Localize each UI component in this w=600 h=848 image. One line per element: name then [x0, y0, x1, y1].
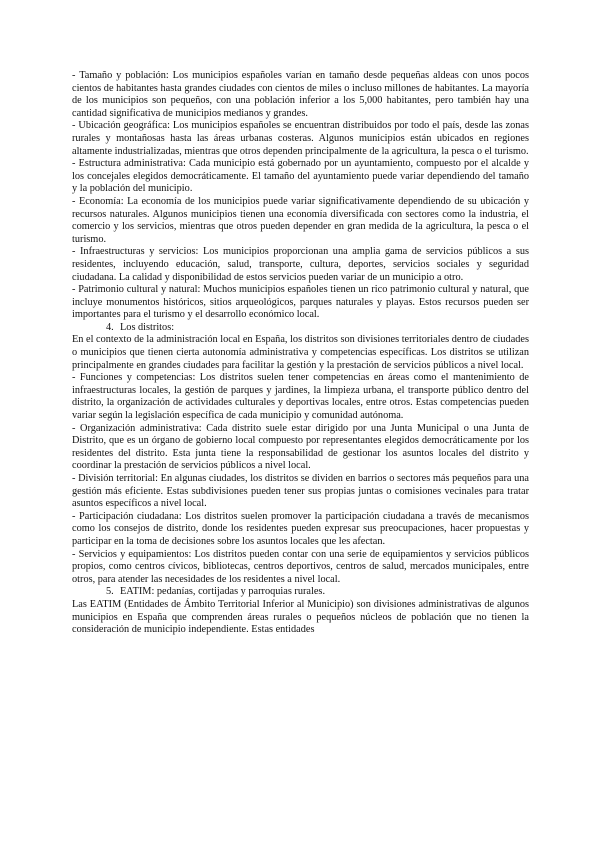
section-heading-distritos: [72, 322, 529, 335]
section-number: 4.: [106, 321, 114, 333]
document-page: [72, 70, 529, 637]
tamano-poblacion-paragraph: - Tamaño y población: Los municipios españoles varían en tamaño desde pequeñas aldeas con unos pocos cientos de habitantes hasta grandes ciudades con cientos de miles o incluso millones de habitantes. La mayoría de los municipios son pequeños, con una población inferior a los 5,000 habitantes, pero también hay una cantidad significativa de municipios medianos y grandes.: [72, 70, 529, 119]
eatim-intro-paragraph: Las EATIM (Entidades de Ámbito Territorial Inferior al Municipio) son divisiones administrativas de algunos municipios en España que comprenden áreas rurales o pequeños núcleos de población que no tienen la consideración de municipio independiente. Estas entidades: [72, 598, 529, 636]
section-number: 5.: [106, 586, 114, 598]
division-territorial-paragraph: - División territorial: En algunas ciudades, los distritos se dividen en barrios o sectores más pequeños para una gestión más eficiente. Estas subdivisiones pueden tener sus propias juntas o comisiones vecinales para tratar asuntos específicos a nivel local.: [72, 473, 529, 510]
funciones-competencias-paragraph: - Funciones y competencias: Los distritos suelen tener competencias en áreas como el mantenimiento de infraestructuras locales, la gestión de parques y jardines, la limpieza urbana, el transporte público dentro del distrito, la organización de actividades culturales y deportivas locales, entre otros. Estas competencias pueden variar según la legislación específica de cada municipio y comunidad autónoma.: [72, 372, 529, 422]
economia-paragraph: - Economía: La economía de los municipios puede variar significativamente dependiendo de su ubicación y recursos naturales. Algunos municipios tienen una economía diversificada con sectores como la industria, el comercio y los servicios, mientras que otros pueden depender en gran medida de la agricultura, la pesca o el turismo.: [72, 195, 529, 245]
servicios-equipamientos-paragraph: - Servicios y equipamientos: Los distritos pueden contar con una serie de equipamientos y servicios públicos propios, como centros cívicos, bibliotecas, centros deportivos, centros de salud, mercados municipales, entre otros, para atender las necesidades de los residentes a nivel local.: [72, 548, 529, 585]
section-title: Los distritos:: [120, 321, 175, 333]
organizacion-administrativa-paragraph: - Organización administrativa: Cada distrito suele estar dirigido por una Junta Municipal o una Junta de Distrito, que es un órgano de gobierno local compuesto por representantes elegidos democráticamente por los residentes del distrito. Esta junta tiene la responsabilidad de gestionar los asuntos locales del distrito y coordinar la prestación de servicios públicos a nivel local.: [72, 422, 529, 472]
ubicacion-geografica-paragraph: - Ubicación geográfica: Los municipios españoles se encuentran distribuidos por todo el país, desde las zonas rurales y montañosas hasta las áreas urbanas costeras. Algunos municipios están ubicados en regiones altamente industrializadas, mientras que otros dependen principalmente de la agricultura, la pesca o el turismo.: [72, 120, 529, 157]
participacion-ciudadana-paragraph: - Participación ciudadana: Los distritos suelen promover la participación ciudadana a través de mecanismos como los consejos de distrito, donde los residentes pueden expresar sus preocupaciones, hacer propuestas y participar en la toma de decisiones sobre los asuntos locales que les afectan.: [72, 510, 529, 547]
estructura-administrativa-paragraph: - Estructura administrativa: Cada municipio está gobernado por un ayuntamiento, compuesto por el alcalde y los concejales elegidos democráticamente. El tamaño del ayuntamiento puede variar dependiendo del tamaño y la población del municipio.: [72, 158, 529, 195]
infraestructuras-servicios-paragraph: - Infraestructuras y servicios: Los municipios proporcionan una amplia gama de servicios públicos a sus residentes, incluyendo educación, salud, transporte, cultura, deportes, servicios sociales y seguridad ciudadana. La calidad y disponibilidad de estos servicios pueden variar de un municipio a otro.: [72, 246, 529, 283]
section-heading-eatim: [72, 586, 529, 599]
distritos-intro-paragraph: En el contexto de la administración local en España, los distritos son divisiones territoriales dentro de ciudades o municipios que tienen cierta autonomía administrativa y competencias específicas. Los distritos se utilizan principalmente en grandes ciudades para facilitar la gestión y la prestación de servicios públicos a nivel local.: [72, 334, 529, 371]
section-title: EATIM: pedanías, cortijadas y parroquias rurales.: [120, 586, 326, 598]
patrimonio-paragraph: - Patrimonio cultural y natural: Muchos municipios españoles tienen un rico patrimonio cultural y natural, que incluye monumentos históricos, sitios arqueológicos, parques naturales y playas. Estos recursos pueden ser importantes para el turismo y el desarrollo económico local.: [72, 284, 529, 321]
